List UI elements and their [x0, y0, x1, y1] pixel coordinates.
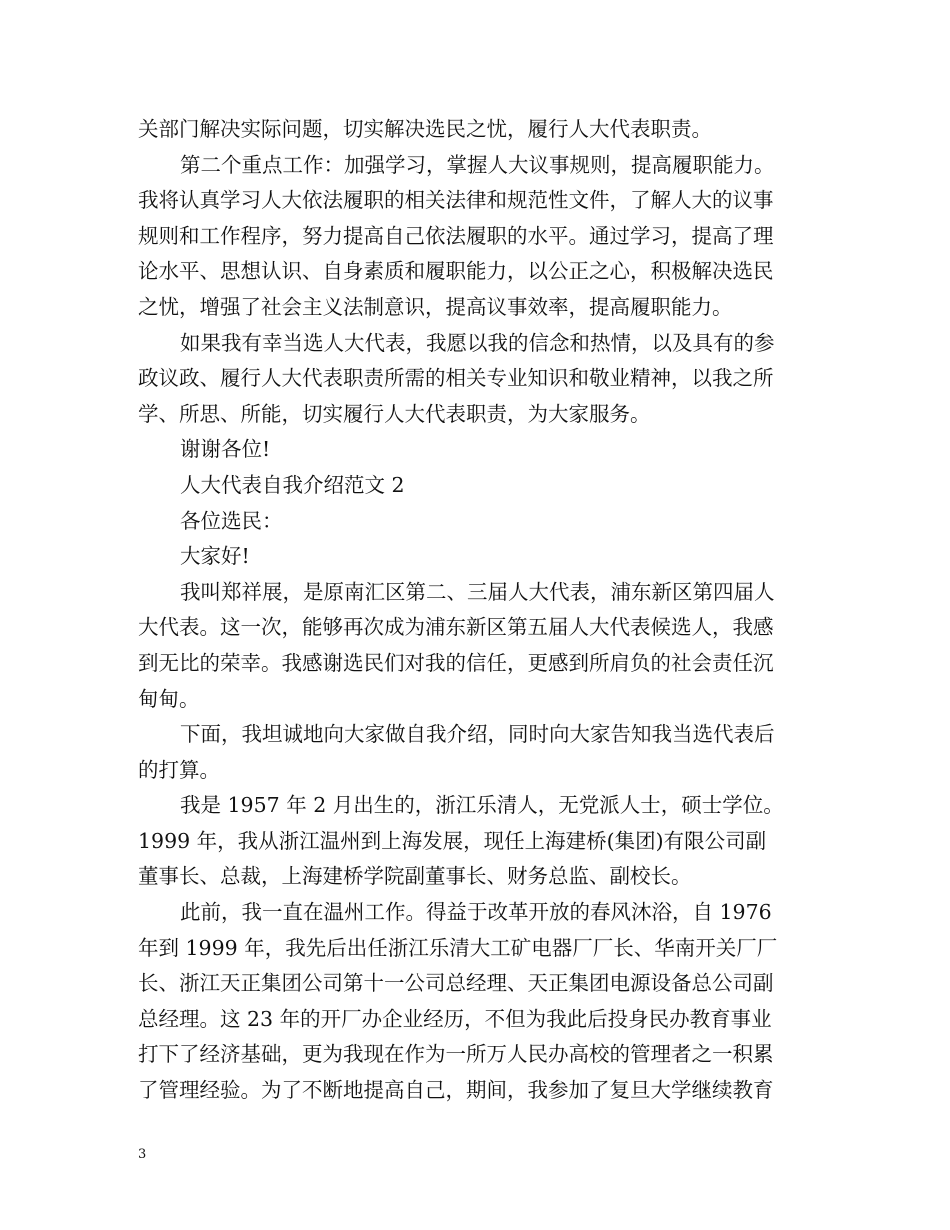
body-text [138, 112, 818, 1109]
text-line: 人大代表自我介绍范文 2 [180, 472, 405, 497]
text-line: 下面，我坦诚地向大家做自我介绍，同时向大家告知我当选代表后 [180, 722, 775, 747]
text-line: 到无比的荣幸。我感谢选民们对我的信任，更感到所肩负的社会责任沉 [138, 650, 774, 675]
text-line: 打下了经济基础，更为我现在作为一所万人民办高校的管理者之一积累 [138, 1042, 774, 1067]
text-line: 此前，我一直在温州工作。得益于改革开放的春风沐浴，自 1976 [180, 900, 772, 925]
text-line: 大代表。这一次，能够再次成为浦东新区第五届人大代表候选人，我感 [138, 615, 774, 640]
text-line: 的打算。 [138, 757, 220, 782]
text-line: 之忧，增强了社会主义法制意识，提高议事效率，提高履职能力。 [138, 294, 733, 319]
text-line: 我将认真学习人大依法履职的相关法律和规范性文件，了解人大的议事 [138, 188, 774, 213]
text-line: 年到 1999 年，我先后出任浙江乐清大工矿电器厂厂长、华南开关厂厂 [138, 935, 778, 960]
text-line: 关部门解决实际问题，切实解决选民之忧，履行人大代表职责。 [138, 117, 712, 141]
text-line: 论水平、思想认识、自身素质和履职能力，以公正之心，积极解决选民 [138, 259, 774, 284]
text-line: 总经理。这 23 年的开厂办企业经历，不但为我此后投身民办教育事业 [138, 1006, 772, 1031]
text-line: 规则和工作程序，努力提高自己依法履职的水平。通过学习，提高了理 [138, 223, 774, 248]
text-line: 谢谢各位! [180, 437, 271, 462]
text-line: 1999 年，我从浙江温州到上海发展，现任上海建桥(集团)有限公司副 [138, 828, 767, 853]
page-number: 3 [138, 1147, 147, 1162]
text-line: 政议政、履行人大代表职责所需的相关专业知识和敬业精神，以我之所 [138, 366, 774, 391]
text-line: 各位选民： [180, 508, 283, 533]
text-line: 长、浙江天正集团公司第十一公司总经理、天正集团电源设备总公司副 [138, 971, 774, 996]
text-line: 甸甸。 [138, 686, 200, 711]
text-line: 如果我有幸当选人大代表，我愿以我的信念和热情，以及具有的参 [180, 330, 775, 355]
text-line: 董事长、总裁，上海建桥学院副董事长、财务总监、副校长。 [138, 864, 692, 889]
text-line: 了管理经验。为了不断地提高自己，期间，我参加了复旦大学继续教育 [138, 1078, 774, 1103]
text-line: 大家好! [180, 544, 250, 569]
text-line: 我是 1957 年 2 月出生的，浙江乐清人，无党派人士，硕士学位。 [180, 793, 784, 818]
text-line: 我叫郑祥展，是原南汇区第二、三届人大代表，浦东新区第四届人 [180, 579, 775, 604]
text-line: 第二个重点工作：加强学习，掌握人大议事规则，提高履职能力。 [180, 152, 775, 177]
text-line: 学、所思、所能，切实履行人大代表职责，为大家服务。 [138, 401, 651, 426]
